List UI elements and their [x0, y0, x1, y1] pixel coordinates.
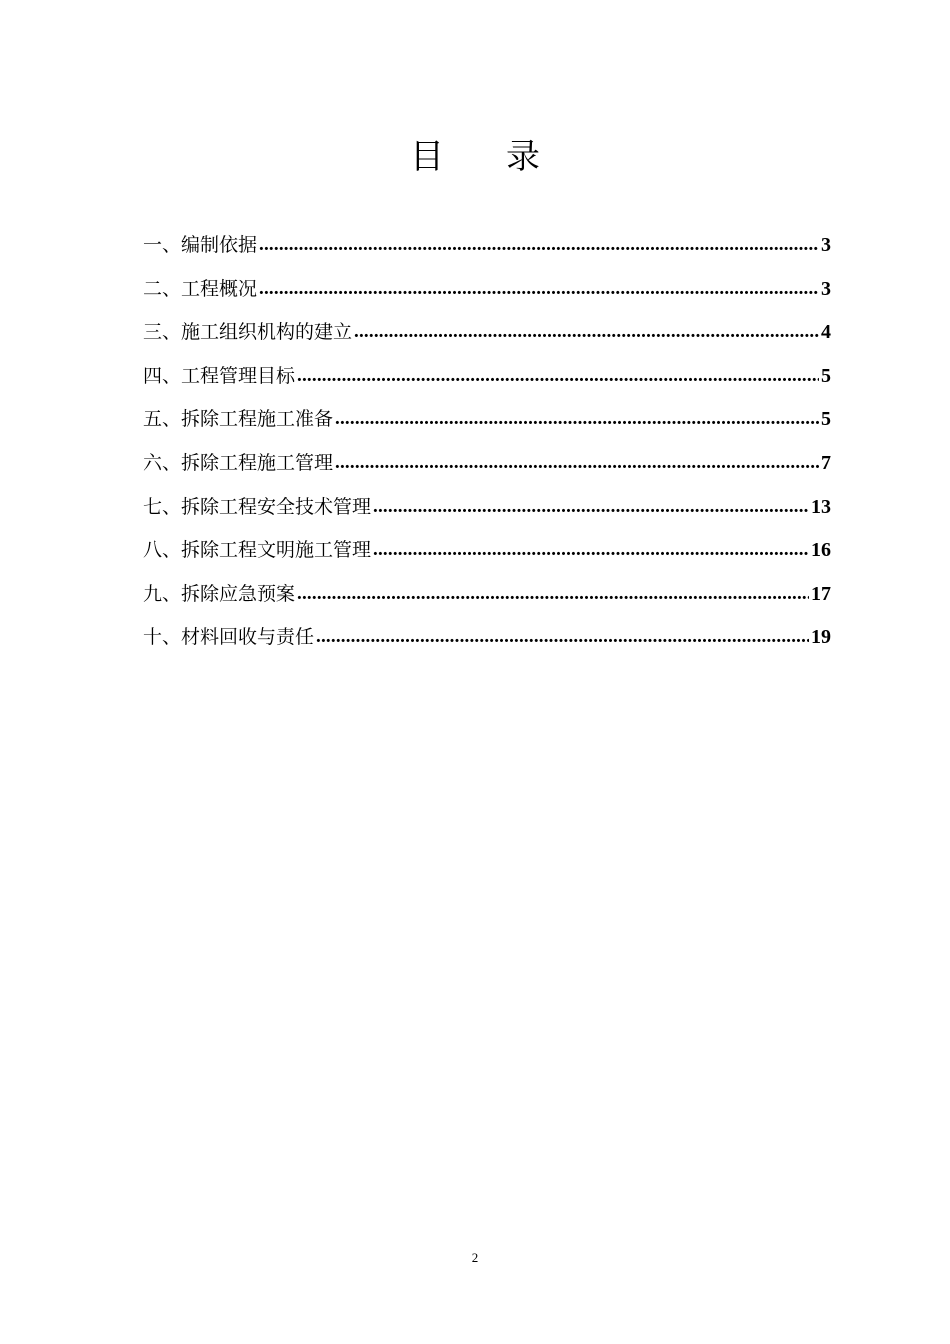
toc-item-label: 二、工程概况 [143, 277, 258, 300]
toc-leader-dots [259, 227, 819, 263]
toc-item-page: 5 [821, 364, 831, 387]
toc-item-6[interactable] [143, 445, 831, 489]
toc-leader-dots [335, 445, 819, 481]
toc-item-page: 3 [821, 234, 831, 256]
toc-item-page: 7 [821, 451, 831, 474]
toc-leader-dots [316, 619, 809, 655]
page-number: 2 [471, 1250, 479, 1265]
toc-item-page: 5 [821, 408, 831, 431]
toc-item-label: 六、拆除工程施工管理 [143, 451, 334, 474]
toc-item-1[interactable] [143, 227, 831, 271]
toc-item-page: 19 [811, 626, 831, 649]
toc-item-label: 七、拆除工程安全技术管理 [143, 495, 372, 518]
toc-item-label: 四、工程管理目标 [143, 364, 296, 387]
toc-item-8[interactable] [143, 532, 831, 576]
toc-item-7[interactable] [143, 489, 831, 533]
toc-item-9[interactable] [143, 576, 831, 620]
toc-item-page: 3 [821, 277, 831, 300]
page-title: 目录 [410, 137, 602, 177]
toc-item-label: 五、拆除工程施工准备 [143, 408, 334, 431]
toc-leader-dots [373, 489, 809, 525]
table-of-contents [143, 227, 831, 663]
toc-item-label: 一、编制依据 [143, 234, 258, 256]
toc-leader-dots [297, 576, 809, 612]
toc-item-label: 九、拆除应急预案 [143, 582, 296, 605]
toc-item-page: 13 [811, 495, 831, 518]
toc-item-label: 十、材料回收与责任 [143, 626, 315, 649]
toc-item-label: 八、拆除工程文明施工管理 [143, 539, 372, 562]
toc-item-5[interactable] [143, 401, 831, 445]
toc-leader-dots [335, 401, 819, 437]
toc-item-page: 17 [811, 582, 831, 605]
toc-item-10[interactable] [143, 619, 831, 663]
toc-item-2[interactable] [143, 271, 831, 315]
toc-item-page: 4 [821, 321, 831, 344]
toc-leader-dots [373, 532, 809, 568]
toc-leader-dots [354, 314, 819, 350]
toc-item-4[interactable] [143, 358, 831, 402]
toc-leader-dots [297, 358, 819, 394]
toc-item-3[interactable] [143, 314, 831, 358]
toc-item-page: 16 [811, 539, 831, 562]
toc-leader-dots [259, 271, 819, 307]
toc-item-label: 三、施工组织机构的建立 [143, 321, 353, 344]
